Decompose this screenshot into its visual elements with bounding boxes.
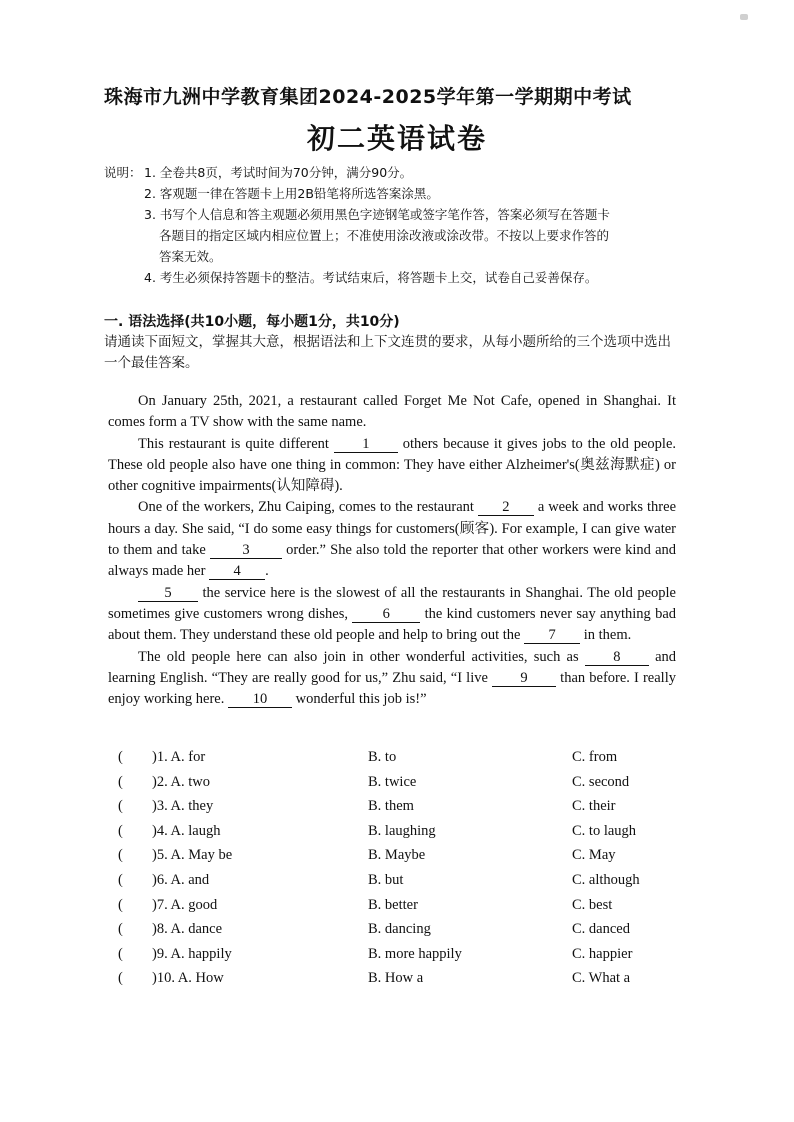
- section-heading: 一. 语法选择(共10小题，每小题1分，共10分): [104, 314, 400, 330]
- scan-artifact: [740, 14, 748, 20]
- question-row: [118, 921, 678, 946]
- blank-7: 7: [524, 627, 580, 644]
- option-c: C. their: [572, 798, 616, 815]
- passage-paragraph: One of the workers, Zhu Caiping, comes to the restaurant 2 a week and works three hours a day. She said, “I do some easy things for customers(顾客). For example, I can give water to them and take 3 order.” She also told the reporter that other workers were kind and always made her 4 .: [108, 499, 677, 580]
- option-c: C. although: [572, 871, 640, 888]
- paper-title: 初二英语试卷: [306, 122, 487, 155]
- option-c: C. happier: [572, 945, 633, 962]
- blank-9: 9: [492, 670, 556, 687]
- notes-label: 说明：: [104, 165, 142, 180]
- option-c: C. May: [572, 847, 616, 864]
- blank-5: 5: [138, 585, 198, 602]
- answer-options: [118, 749, 678, 995]
- option-a: )2. A. two: [152, 773, 210, 790]
- question-row: [118, 946, 678, 971]
- question-row: [118, 798, 678, 823]
- option-a: )4. A. laugh: [152, 822, 221, 839]
- option-a: )1. A. for: [152, 749, 206, 765]
- answer-bracket[interactable]: (: [118, 945, 123, 962]
- blank-1: 1: [334, 436, 398, 453]
- option-b: B. laughing: [368, 822, 436, 839]
- option-c: C. from: [572, 749, 618, 765]
- blank-10: 10: [228, 691, 292, 708]
- blank-6: 6: [352, 606, 420, 623]
- answer-bracket[interactable]: (: [118, 921, 123, 938]
- blank-4: 4: [209, 563, 265, 580]
- blank-3: 3: [210, 542, 282, 559]
- blank-8: 8: [585, 649, 649, 666]
- option-b: B. dancing: [368, 921, 431, 938]
- option-b: B. but: [368, 871, 404, 888]
- option-c: C. best: [572, 896, 613, 913]
- note-item: 各题目的指定区域内相应位置上；不准使用涂改液或涂改带。不按以上要求作答的: [159, 228, 610, 243]
- note-item: 1. 全卷共8页，考试时间为70分钟，满分90分。: [144, 165, 413, 180]
- answer-bracket[interactable]: (: [118, 847, 123, 864]
- option-a: )3. A. they: [152, 798, 214, 815]
- passage-paragraph: On January 25th, 2021, a restaurant called Forget Me Not Cafe, opened in Shanghai. It comes form a TV show with the same name.: [108, 393, 676, 431]
- note-item: 4. 考生必须保持答题卡的整洁。考试结束后，将答题卡上交，试卷自己妥善保存。: [144, 270, 598, 285]
- cloze-passage: [108, 391, 676, 710]
- answer-bracket[interactable]: (: [118, 749, 123, 765]
- option-c: C. danced: [572, 921, 630, 938]
- answer-bracket[interactable]: (: [118, 773, 123, 790]
- option-b: B. better: [368, 896, 418, 913]
- option-a: )8. A. dance: [152, 921, 223, 938]
- question-row: [118, 897, 678, 922]
- option-b: B. more happily: [368, 945, 462, 962]
- option-a: )6. A. and: [152, 871, 210, 888]
- option-a: )9. A. happily: [152, 945, 232, 962]
- option-c: C. to laugh: [572, 822, 637, 839]
- question-row: [118, 872, 678, 897]
- option-c: C. What a: [572, 970, 631, 987]
- answer-bracket[interactable]: (: [118, 896, 123, 913]
- note-item: 2. 客观题一律在答题卡上用2B铅笔将所选答案涂黑。: [144, 186, 439, 201]
- option-b: B. them: [368, 798, 414, 815]
- passage-paragraph: This restaurant is quite different 1 others because it gives jobs to the old people. These old people also have one thing in common: They have either Alzheimer's(奥兹海默症) or other cognitive impairments(认知障碍).: [108, 435, 677, 495]
- answer-bracket[interactable]: (: [118, 822, 123, 839]
- option-a: )10. A. How: [152, 970, 224, 987]
- option-b: B. twice: [368, 773, 417, 790]
- answer-bracket[interactable]: (: [118, 871, 123, 888]
- option-b: B. to: [368, 749, 397, 765]
- school-title: 珠海市九洲中学教育集团2024-2025学年第一学期期中考试: [104, 86, 632, 108]
- option-b: B. Maybe: [368, 847, 426, 864]
- option-c: C. second: [572, 773, 630, 790]
- option-b: B. How a: [368, 970, 424, 987]
- note-item: 3. 书写个人信息和答主观题必须用黑色字迹钢笔或签字笔作答，答案必须写在答题卡: [144, 207, 610, 222]
- question-row: [118, 823, 678, 848]
- question-row: [118, 970, 678, 995]
- question-row: [118, 749, 678, 774]
- passage-paragraph: The old people here can also join in other wonderful activities, such as 8 and learning English. “They are really good for us,” Zhu said, “I live 9 than before. I really enjoy working here. 10 wonderful this job is!”: [108, 648, 676, 708]
- exam-notes: [104, 162, 684, 288]
- option-a: )5. A. May be: [152, 847, 233, 864]
- question-row: [118, 774, 678, 799]
- answer-bracket[interactable]: (: [118, 798, 123, 815]
- answer-bracket[interactable]: (: [118, 970, 123, 987]
- section-instruction: 请通读下面短文，掌握其大意，根据语法和上下文连贯的要求，从每小题所给的三个选项中选出一个最佳答案。: [104, 334, 671, 371]
- option-a: )7. A. good: [152, 896, 218, 913]
- passage-paragraph: 5 the service here is the slowest of all the restaurants in Shanghai. The old people sometimes give customers wrong dishes, 6 the kind customers never say anything bad about them. They understand these old people and help to bring out the 7 in them.: [108, 584, 677, 644]
- question-row: [118, 847, 678, 872]
- blank-2: 2: [478, 499, 534, 516]
- note-item: 答案无效。: [159, 249, 222, 264]
